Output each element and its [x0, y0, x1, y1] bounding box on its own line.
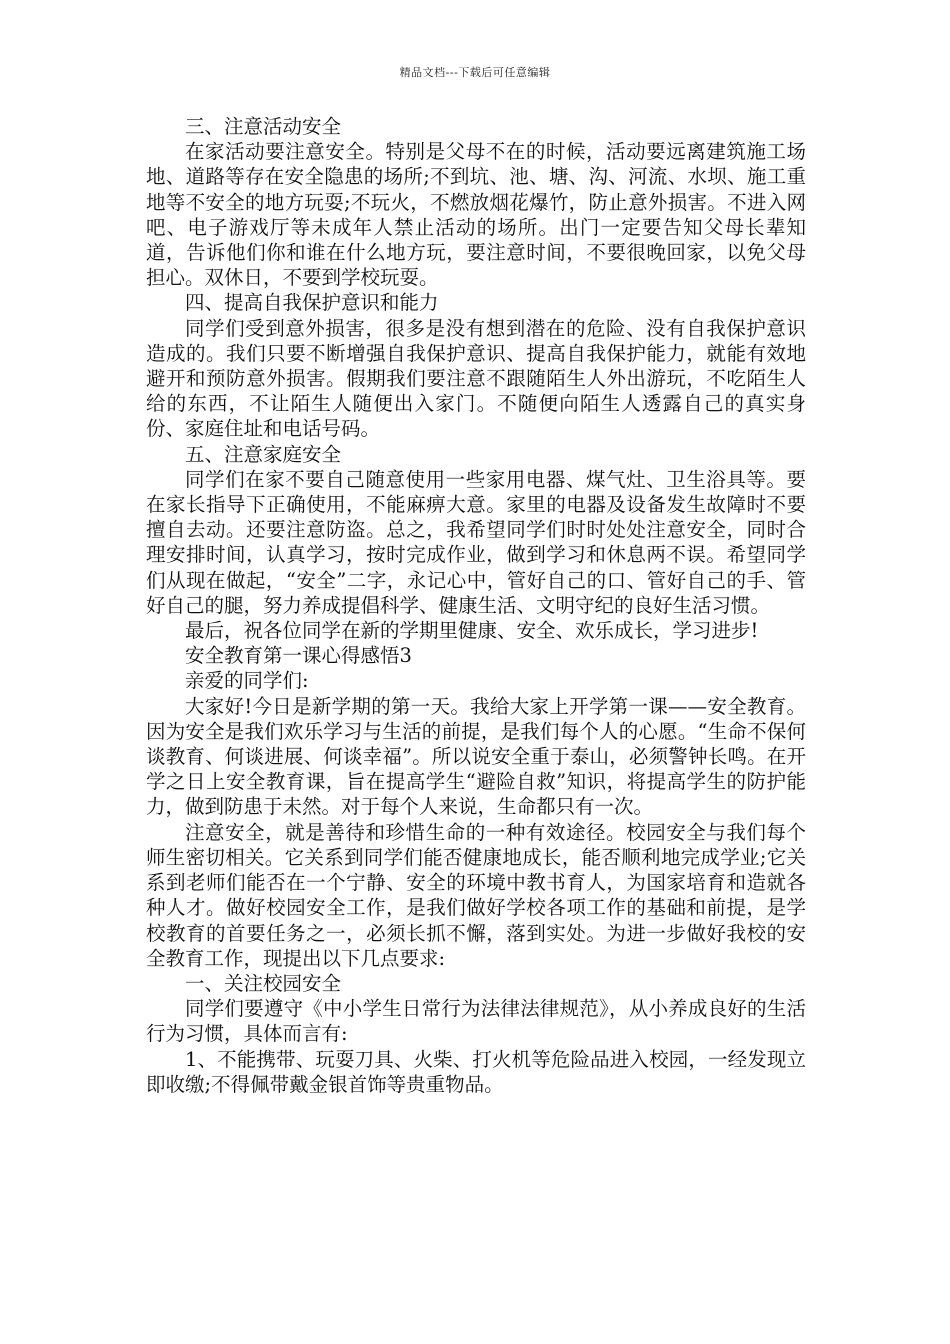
- section-heading-home-safety: 五、注意家庭安全: [185, 442, 342, 466]
- section-heading-self-protection: 四、提高自我保护意识和能力: [185, 291, 439, 315]
- paragraph-rule-1: 1、不能携带、玩耍刀具、火柴、打火机等危险品进入校园，一经发现立即收缴;不得佩带戴金银首饰等贵重物品。: [146, 1047, 806, 1096]
- paragraph-activity-safety: 在家活动要注意安全。特别是父母不在的时候，活动要远离建筑施工场地、道路等存在安全隐患的场所;不到坑、池、塘、沟、河流、水坝、施工重地等不安全的地方玩耍;不玩火，不燃放烟花爆竹，防止意外损害。不进入网吧、电子游戏厅等未成年人禁止活动的场所。出门一定要告知父母长辈知道，告诉他们你和谁在什么地方玩，要注意时间，不要很晚回家，以免父母担心。双休日，不要到学校玩耍。: [146, 140, 806, 290]
- paragraph-cherish-life: 注意安全，就是善待和珍惜生命的一种有效途径。校园安全与我们每个师生密切相关。它关系到同学们能否健康地成长，能否顺利地完成学业;它关系到老师们能否在一个宁静、安全的环境中教书育人，为国家培育和造就各种人才。做好校园安全工作，是我们做好学校各项工作的基础和前提，是学校教育的首要任务之一，必须长抓不懈，落到实处。为进一步做好我校的安全教育工作，现提出以下几点要求:: [146, 820, 806, 970]
- article-title: 安全教育第一课心得感悟3: [185, 644, 412, 668]
- paragraph-closing: 最后，祝各位同学在新的学期里健康、安全、欢乐成长，学习进步!: [185, 619, 759, 643]
- page-header: 精品文档---下载后可任意编辑: [399, 66, 551, 79]
- paragraph-self-protection: 同学们受到意外损害，很多是没有想到潜在的危险、没有自我保护意识造成的。我们只要不断增强自我保护意识、提高自我保护能力，就能有效地避开和预防意外损害。假期我们要注意不跟随陌生人外出游玩，不吃陌生人给的东西，不让陌生人随便出入家门。不随便向陌生人透露自己的真实身份、家庭住址和电话号码。: [146, 316, 806, 441]
- section-heading-campus-safety: 一、关注校园安全: [185, 971, 342, 995]
- salutation: 亲爱的同学们:: [185, 669, 309, 693]
- section-heading-activity-safety: 三、注意活动安全: [185, 115, 342, 138]
- paragraph-code-of-conduct: 同学们要遵守《中小学生日常行为法律法律规范》，从小养成良好的生活行为习惯，具体而言有:: [146, 997, 806, 1046]
- document-body: [146, 114, 806, 1097]
- paragraph-home-safety: 同学们在家不要自己随意使用一些家用电器、煤气灶、卫生浴具等。要在家长指导下正确使用，不能麻痹大意。家里的电器及设备发生故障时不要擅自去动。还要注意防盗。总之，我希望同学们时时处处注意安全，同时合理安排时间，认真学习，按时完成作业，做到学习和休息两不误。希望同学们从现在做起，“安全”二字，永记心中，管好自己的口、管好自己的手、管好自己的腿，努力养成提倡科学、健康生活、文明守纪的良好生活习惯。: [146, 467, 806, 617]
- paragraph-greeting: 大家好!今日是新学期的第一天。我给大家上开学第一课——安全教育。因为安全是我们欢乐学习与生活的前提，是我们每个人的心愿。“生命不保何谈教育、何谈进展、何谈幸福”。所以说安全重于泰山，必须警钟长鸣。在开学之日上安全教育课，旨在提高学生“避险自救”知识，将提高学生的防护能力，做到防患于未然。对于每个人来说，生命都只有一次。: [146, 694, 806, 819]
